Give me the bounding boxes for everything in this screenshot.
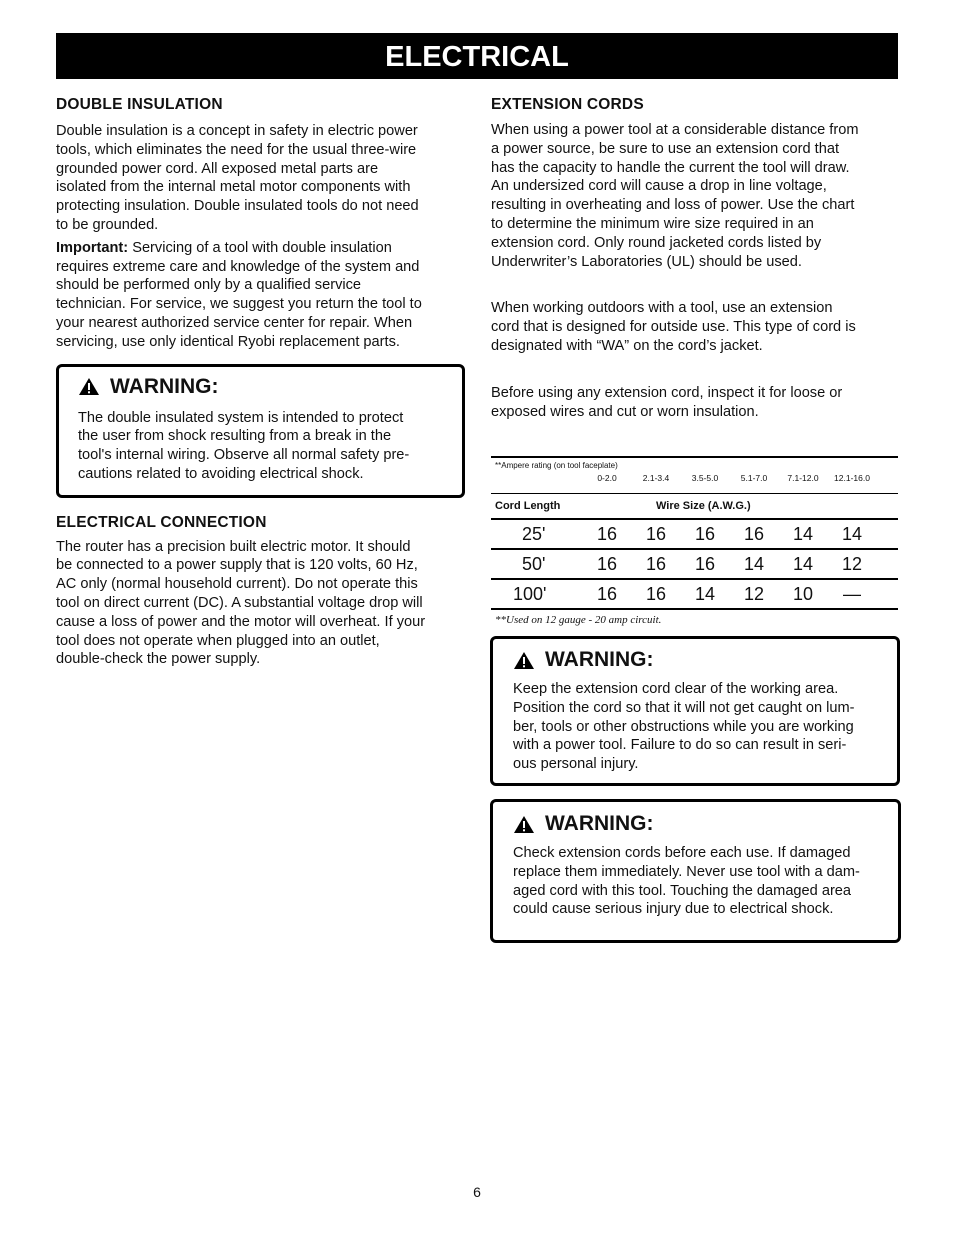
text-line: Before using any extension cord, inspect it for loose or	[491, 384, 843, 401]
wire-size-cell: 14	[694, 584, 716, 604]
table-footnote: **Used on 12 gauge - 20 amp circuit.	[495, 614, 662, 626]
wire-size-cell: 14	[841, 524, 863, 544]
text-line: Underwriter’s Laboratories (UL) should be used.	[491, 253, 802, 270]
text-line: Position the cord so that it will not get caught on lum-	[513, 699, 855, 716]
ampere-range: 3.5-5.0	[691, 473, 719, 483]
extension-cords-para3	[491, 384, 895, 422]
wire-size-cell: 16	[596, 584, 618, 604]
text-line: tool on direct current (DC). A substantial voltage drop will	[56, 594, 423, 611]
page-title: ELECTRICAL	[56, 33, 898, 79]
text-line: cautions related to avoiding electrical shock.	[78, 465, 364, 482]
warning-box-double-insulation	[56, 364, 465, 498]
text-line: double-check the power supply.	[56, 651, 261, 668]
important-label: Important:	[56, 239, 129, 256]
text-line: with a power tool. Failure to do so can result in seri-	[513, 737, 847, 754]
extension-cords-para1	[491, 121, 895, 271]
text-line: has the capacity to handle the current the tool will draw.	[491, 159, 850, 176]
text-line: Check extension cords before each use. If damaged	[513, 845, 851, 861]
warning-triangle-icon	[513, 815, 535, 834]
warning-box-check-cords	[490, 799, 901, 943]
warning-triangle-icon	[78, 377, 100, 396]
warning-header	[513, 648, 871, 672]
text-line: aged cord with this tool. Touching the damaged area	[513, 882, 852, 899]
warning-body	[513, 680, 871, 774]
important-first-line: Servicing of a tool with double insulation	[128, 239, 392, 256]
text-line: resulting in overheating and loss of power. Use the chart	[491, 197, 855, 214]
wire-size-cell: 16	[694, 524, 716, 544]
text-line: When using a power tool at a considerable distance from	[491, 122, 859, 138]
text-line: tool's internal wiring. Observe all normal safety pre-	[78, 447, 410, 464]
warning-title: WARNING:	[110, 374, 219, 398]
text-line: isolated from the internal metal motor components with	[56, 179, 411, 196]
wire-size-cell: 10	[792, 584, 814, 604]
wire-size-cell: 12	[743, 584, 765, 604]
electrical-connection-text	[56, 538, 460, 670]
wire-size-cell: 16	[596, 554, 618, 574]
warning-triangle-icon	[513, 651, 535, 670]
ampere-range: 2.1-3.4	[642, 473, 670, 483]
table-row	[491, 580, 898, 608]
text-line: cord that is designed for outside use. This type of cord is	[491, 319, 856, 336]
text-line: tool does not operate when plugged into an outlet,	[56, 632, 380, 649]
text-line: The double insulated system is intended to protect	[78, 409, 404, 426]
text-line: servicing, use only identical Ryobi replacement parts.	[56, 333, 400, 350]
ampere-range: 5.1-7.0	[740, 473, 768, 483]
text-line: AC only (normal household current). Do not operate this	[56, 576, 418, 593]
text-line: designated with “WA” on the cord’s jacket.	[491, 337, 763, 354]
wire-size-cell: 14	[792, 554, 814, 574]
text-line: requires extreme care and knowledge of the system and	[56, 258, 420, 275]
ampere-rating-note: **Ampere rating (on tool faceplate)	[495, 461, 618, 470]
text-line: extension cord. Only round jacketed cords listed by	[491, 234, 822, 251]
text-line: the user from shock resulting from a break in the	[78, 428, 392, 445]
text-line: protecting insulation. Double insulated tools do not need	[56, 198, 419, 215]
wire-size-header: Wire Size (A.W.G.)	[656, 500, 751, 512]
warning-title: WARNING:	[545, 812, 654, 835]
double-insulation-heading: DOUBLE INSULATION	[56, 96, 223, 113]
text-line: replace them immediately. Never use tool with a dam-	[513, 863, 860, 880]
text-line: When working outdoors with a tool, use an extension	[491, 300, 833, 317]
wire-size-cell: 12	[841, 554, 863, 574]
ampere-range: 7.1-12.0	[787, 473, 819, 483]
wire-size-cell: 16	[645, 584, 667, 604]
wire-size-cell: 16	[743, 524, 765, 544]
warning-body	[78, 409, 446, 484]
wire-size-cell: 16	[645, 524, 667, 544]
left-column	[56, 96, 460, 669]
wire-size-table	[491, 456, 898, 626]
text-line: ous personal injury.	[513, 756, 639, 773]
table-row	[491, 520, 898, 548]
text-line: An undersized cord will cause a drop in line voltage,	[491, 178, 827, 195]
page-number: 6	[473, 1184, 481, 1200]
table-row	[491, 550, 898, 578]
text-line: could cause serious injury due to electrical shock.	[513, 901, 834, 918]
wire-size-cell: 16	[645, 554, 667, 574]
table-header-row	[491, 494, 898, 518]
extension-cords-para2	[491, 299, 895, 355]
wire-size-cell: 14	[743, 554, 765, 574]
electrical-connection-heading: ELECTRICAL CONNECTION	[56, 513, 267, 531]
ampere-range: 12.1-16.0	[834, 473, 870, 483]
text-line: exposed wires and cut or worn insulation.	[491, 403, 759, 420]
text-line: ber, tools or other obstructions while you are working	[513, 718, 854, 735]
ampere-range: 0-2.0	[597, 473, 617, 483]
wire-size-cell: 16	[596, 524, 618, 544]
wire-size-cell: 14	[792, 524, 814, 544]
warning-box-cord-clear	[490, 636, 900, 786]
text-line: Double insulation is a concept in safety in electric power	[56, 123, 418, 139]
text-line: to determine the minimum wire size required in an	[491, 215, 814, 232]
important-note	[56, 239, 460, 352]
cord-length-header: Cord Length	[495, 500, 561, 512]
double-insulation-text	[56, 122, 460, 235]
text-line: grounded power cord. All exposed metal parts are	[56, 160, 379, 177]
warning-header	[513, 812, 872, 836]
wire-size-cell: 16	[694, 554, 716, 574]
cord-length-cell: 100'	[513, 584, 547, 604]
text-line: tools, which eliminates the need for the usual three-wire	[56, 141, 417, 158]
text-line: Keep the extension cord clear of the working area.	[513, 681, 839, 697]
text-line: be connected to a power supply that is 120 volts, 60 Hz,	[56, 557, 418, 574]
ampere-ranges-row	[491, 471, 898, 493]
cord-length-cell: 50'	[522, 554, 546, 574]
right-column	[491, 96, 895, 421]
warning-header	[78, 375, 446, 399]
warning-title: WARNING:	[545, 648, 654, 671]
text-line: your nearest authorized service center for repair. When	[56, 314, 413, 331]
text-line	[56, 239, 460, 258]
text-line: The router has a precision built electric motor. It should	[56, 538, 411, 555]
extension-cords-heading: EXTENSION CORDS	[491, 96, 644, 113]
warning-body	[513, 844, 872, 919]
text-line: technician. For service, we suggest you return the tool to	[56, 296, 422, 313]
text-line: to be grounded.	[56, 216, 159, 233]
text-line: cause a loss of power and the motor will overheat. If your	[56, 613, 426, 630]
cord-length-cell: 25'	[522, 524, 546, 544]
text-line: should be performed only by a qualified service	[56, 277, 362, 294]
wire-size-cell: —	[843, 584, 861, 604]
text-line: a power source, be sure to use an extension cord that	[491, 140, 840, 157]
